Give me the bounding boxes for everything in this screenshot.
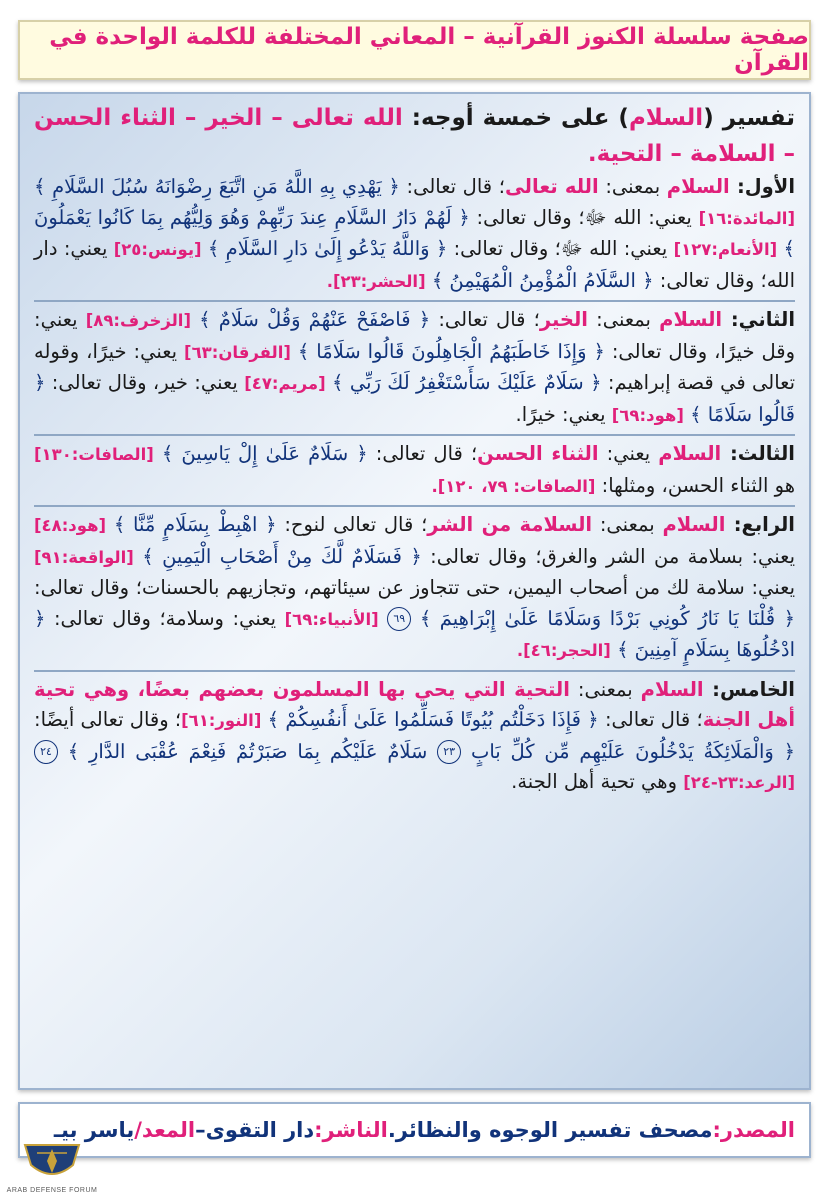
verse-reference: [الواقعة:٩١] — [34, 547, 134, 567]
source-footer — [18, 1102, 811, 1158]
verse-reference: [الرعد:٢٣-٢٤] — [683, 773, 795, 792]
section-text: يعني: بسلامة من الشر والغرق؛ وقال تعالى: — [421, 544, 795, 568]
quran-verse: ﴿ قَالُوا سَلَامًا ﴾ — [34, 371, 795, 426]
divider — [34, 434, 795, 436]
intro-paragraph — [34, 100, 795, 172]
section-text: ؛ قال تعالى: — [399, 175, 505, 198]
quran-verse: سَلَامٌ عَلَيْكُم بِمَا صَبَرْتُمْ فَنِعْمَ عُقْبَى الدَّارِ ﴾ — [67, 739, 428, 763]
section-text: يعني: خير، وقال تعالى: — [45, 371, 245, 394]
section-text: بمعنى: — [588, 308, 660, 331]
section-text: هو الثناء الحسن، ومثلها: — [595, 473, 795, 497]
section-lead: الثاني: — [722, 308, 796, 331]
quran-verse: ﴿ وَالْمَلَائِكَةُ يَدْخُلُونَ عَلَيْهِم مِّن كُلِّ بَابٍ — [470, 739, 796, 763]
quran-verse: ﴿ فَاصْفَحْ عَنْهُمْ وَقُلْ سَلَامٌ ﴾ — [199, 308, 431, 331]
quran-verse: ﴿ ادْخُلُوهَا بِسَلَامٍ آمِنِينَ ﴾ — [34, 606, 795, 661]
section-keyword: السلام — [666, 175, 730, 198]
quran-verse: ﴿ اهْبِطْ بِسَلَامٍ مِّنَّا ﴾ — [113, 513, 277, 536]
section-keyword: السلام — [662, 513, 726, 536]
quran-verse: ﴿ سَلَامٌ عَلَىٰ إِلْ يَاسِينَ ﴾ — [161, 442, 368, 465]
section-text: يعني: الله ﷻ؛ وقال تعالى: — [469, 205, 699, 229]
section-text: بمعنى: — [592, 513, 663, 536]
intro-text: تفسير ( — [703, 105, 795, 131]
section-text: ؛ قال تعالى: — [430, 308, 540, 331]
verse-reference: [الصافات: ٧٩، ١٢٠]. — [431, 476, 596, 496]
verse-reference: [الأنعام:١٢٧] — [673, 240, 778, 259]
section-text: يعني: خيرًا. — [515, 402, 612, 426]
footer-dash: – — [195, 1118, 206, 1142]
verse-reference: [هود:٤٨] — [34, 516, 107, 535]
verse-reference: [مريم:٤٧] — [244, 374, 326, 393]
section-text: ؛ قال تعالى: — [598, 708, 703, 731]
section-meaning: الله تعالى — [504, 175, 599, 198]
verse-number-badge: ٢٤ — [34, 740, 58, 764]
section-text: بمعنى: — [569, 677, 641, 701]
content-panel — [18, 92, 811, 1090]
preparer-value: ياسر بيـ — [53, 1118, 135, 1142]
section-meaning: السلامة من الشر — [427, 513, 593, 536]
quran-verse: ﴿ فَسَلَامٌ لَّكَ مِنْ أَصْحَابِ الْيَمِينِ ﴾ — [142, 544, 422, 568]
verse-reference: [هود:٦٩] — [611, 405, 684, 425]
quran-verse: ﴿ سَلَامٌ عَلَيْكَ سَأَسْتَغْفِرُ لَكَ رَبِّي ﴾ — [332, 371, 602, 394]
verse-reference: [الحجر:٤٦]. — [516, 641, 611, 660]
quran-verse: ﴿ وَإِذَا خَاطَبَهُمُ الْجَاهِلُونَ قَالُوا سَلَامًا ﴾ — [297, 339, 605, 363]
section-second — [34, 305, 795, 431]
section-text: ؛ وقال تعالى أيضًا: — [34, 708, 182, 731]
section-text: يعني: خيرًا، وقوله تعالى في قصة إبراهيم: — [34, 339, 795, 394]
source-value: مصحف تفسير الوجوه والنظائر. — [387, 1118, 713, 1142]
section-lead: الرابع: — [725, 513, 795, 536]
preparer-label: المعد/ — [134, 1118, 196, 1142]
shield-logo-icon — [17, 1137, 87, 1187]
section-first — [34, 172, 795, 297]
verse-reference: [الزخرف:٨٩] — [85, 311, 191, 330]
verse-reference: [الفرقان:٦٣] — [184, 342, 291, 362]
verse-reference: [يونس:٢٥] — [113, 240, 202, 259]
publisher-value: دار التقوى — [205, 1118, 315, 1142]
section-text: يعني: وسلامة؛ وقال تعالى: — [45, 606, 285, 630]
page-title — [18, 20, 811, 80]
verse-reference: [الصافات:١٣٠] — [34, 445, 154, 464]
section-text: يعني: — [598, 442, 659, 465]
verse-reference: [النور:٦١] — [181, 711, 262, 730]
section-meaning: الخير — [539, 308, 588, 331]
verse-reference: [الأنبياء:٦٩] — [284, 609, 379, 629]
verse-reference: [المائدة:١٦] — [698, 208, 795, 228]
section-third — [34, 439, 795, 502]
quran-verse: ﴿ وَاللَّهُ يَدْعُو إِلَىٰ دَارِ السَّلَامِ ﴾ — [207, 237, 448, 260]
section-meaning: التحية التي يحي بها المسلمون بعضهم بعضًا، وهي تحية أهل الجنة — [34, 677, 796, 731]
section-text: يعني: وقل خيرًا، وقال تعالى: — [34, 308, 796, 363]
section-lead: الثالث: — [721, 442, 795, 465]
section-text: يعني: سلامة لك من أصحاب اليمين، حتى تتجاوز عن سيئاتهم، وتجازيهم بالحسنات؛ وقال تعالى: — [34, 576, 795, 599]
section-lead: الأول: — [729, 175, 796, 198]
intro-meanings: الله تعالى – الخير – الثناء الحسن – السلامة – التحية. — [34, 105, 795, 167]
section-text: بمعنى: — [598, 175, 667, 198]
section-lead: الخامس: — [703, 677, 795, 701]
quran-verse: ﴿ فَإِذَا دَخَلْتُم بُيُوتًا فَسَلِّمُوا عَلَىٰ أَنفُسِكُمْ ﴾ — [267, 708, 599, 731]
quran-verse: ﴿ السَّلَامُ الْمُؤْمِنُ الْمُهَيْمِنُ ﴾ — [431, 268, 654, 292]
source-label: المصدر: — [712, 1118, 795, 1142]
section-fifth — [34, 675, 795, 799]
forum-watermark — [6, 1124, 98, 1194]
quran-verse: ﴿ يَهْدِي بِهِ اللَّهُ مَنِ اتَّبَعَ رِضْوَانَهُ سُبُلَ السَّلَامِ ﴾ — [34, 175, 400, 198]
watermark-text: ARAB DEFENSE FORUM — [6, 1187, 98, 1194]
title-text: صفحة سلسلة الكنوز القرآنية – المعاني المختلفة للكلمة الواحدة في القرآن — [49, 24, 809, 76]
section-fourth — [34, 510, 795, 667]
section-text: ؛ قال تعالى: — [367, 442, 478, 465]
section-meaning: الثناء الحسن — [477, 442, 599, 465]
quran-verse: ﴿ لَهُمْ دَارُ السَّلَامِ عِندَ رَبِّهِمْ وَهُوَ وَلِيُّهُم بِمَا كَانُوا يَعْمَلُونَ ﴾ — [34, 205, 795, 260]
intro-keyword: السلام — [628, 105, 704, 131]
section-keyword: السلام — [659, 308, 723, 331]
divider — [34, 505, 795, 507]
section-keyword: السلام — [640, 677, 704, 701]
verse-number-badge: ٦٩ — [387, 607, 411, 631]
section-text: يعني: الله ﷻ؛ وقال تعالى: — [447, 237, 674, 260]
divider — [34, 300, 795, 302]
section-text: ؛ قال تعالى لنوح: — [276, 513, 428, 536]
divider — [34, 670, 795, 672]
quran-verse: ﴿ قُلْنَا يَا نَارُ كُونِي بَرْدًا وَسَلَامًا عَلَىٰ إِبْرَاهِيمَ ﴾ — [419, 606, 796, 630]
intro-text-2: ) على خمسة أوجه: — [402, 105, 629, 131]
section-keyword: السلام — [658, 442, 722, 465]
verse-number-badge: ٢٣ — [437, 740, 461, 764]
verse-reference: [الحشر:٢٣]. — [326, 271, 426, 291]
section-text: وهي تحية أهل الجنة. — [511, 770, 684, 793]
publisher-label: الناشر: — [314, 1118, 388, 1142]
section-text: يعني: دار الله؛ وقال تعالى: — [34, 237, 795, 292]
